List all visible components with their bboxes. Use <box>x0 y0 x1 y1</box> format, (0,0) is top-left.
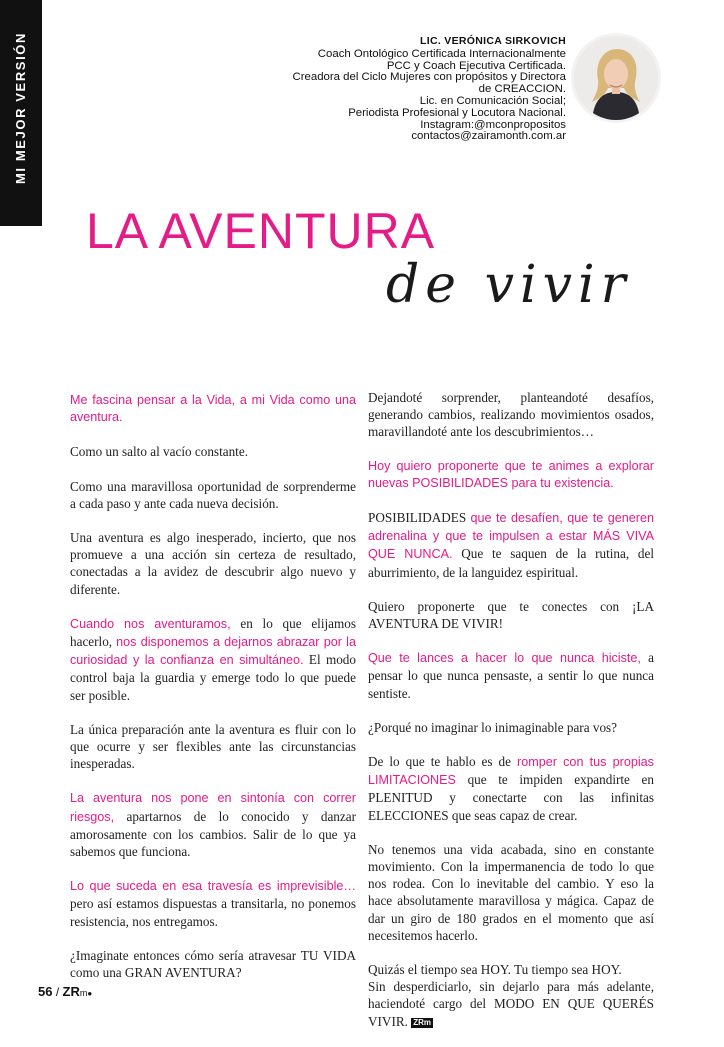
author-credential: Lic. en Comunicación Social; <box>419 94 566 107</box>
author-credential: Creadora del Ciclo Mujeres con propósitos y Directora <box>292 71 566 84</box>
article-paragraph: Quiero proponerte que te conectes con ¡LA AVENTURA DE VIVIR! <box>368 598 654 632</box>
author-name: LIC. VERÓNICA SIRKOVICH <box>420 35 566 47</box>
article-paragraph <box>368 978 654 1030</box>
highlight-text: Que te lances a hacer lo que nunca hiciste, <box>368 651 641 666</box>
article-paragraph: Hoy quiero proponerte que te animes a explorar nuevas POSIBILIDADES para tu existencia. <box>368 458 654 490</box>
highlight-text: que te desafíen, que te generen adrenalina y que te impulsen a estar MÁS VIVA QUE NUNCA. <box>368 511 654 562</box>
footer-separator: / <box>55 985 60 999</box>
article-paragraph: Me fascina pensar a la Vida, a mi Vida como una aventura. <box>70 393 356 425</box>
body-text: en lo que elijamos hacerlo, <box>70 615 356 650</box>
body-text: Sin desperdiciarlo, sin dejarlo para más adelante, haciendoté cargo del MODO EN QUE QUERÉS VIVIR. <box>368 979 654 1029</box>
section-band <box>0 0 42 226</box>
article-paragraph: Dejandoté sorprender, planteandoté desafíos, generando cambios, realizando movimientos osados, maravillandoté ante los descubrimientos… <box>368 390 654 440</box>
section-label: MI MEJOR VERSIÓN <box>13 32 28 185</box>
body-text: pero así estamos dispuestas a transitarla, no ponemos resistencia, nos entregamos. <box>70 896 356 929</box>
body-text: Que te saquen de la rutina, del aburrimiento, de la languidez espiritual. <box>368 546 654 580</box>
body-text: De lo que te hablo es de <box>368 754 518 770</box>
article-paragraph <box>70 877 356 930</box>
author-email: contactos@zairamonth.com.ar <box>411 130 566 143</box>
end-mark-icon: ZRm <box>413 1017 432 1027</box>
highlight-text: La aventura nos pone en sintonía con correr riesgos, <box>70 791 356 824</box>
article-paragraph: La única preparación ante la aventura es fluir con lo que ocurre y ser flexibles ante las circunstancias inesperadas. <box>70 721 356 772</box>
brand-logo-suffix: m <box>79 988 88 998</box>
highlight-text: Cuando nos aventuramos, <box>70 616 231 631</box>
article-title: LA AVENTURA <box>86 203 436 259</box>
article-paragraph <box>368 753 654 824</box>
article-paragraph <box>368 649 654 702</box>
author-credential: PCC y Coach Ejecutiva Certificada. <box>386 59 566 72</box>
body-text: apartarnos de lo conocido y danzar amorosamente con los cambios. Salir de lo que ya sabemos que funciona. <box>70 808 356 860</box>
body-text: POSIBILIDADES <box>368 510 471 526</box>
author-credential: Coach Ontológico Certificada Internacionalmente <box>317 47 566 60</box>
author-credential: Periodista Profesional y Locutora Nacional. <box>348 106 566 119</box>
author-instagram: Instagram:@mconpropositos <box>420 118 566 131</box>
article-paragraph <box>368 509 654 581</box>
article-paragraph: Como una maravillosa oportunidad de sorprenderme a cada paso y ante cada nueva decisión. <box>70 478 356 511</box>
article-paragraph <box>70 615 356 704</box>
body-text: que te impiden expandirte en PLENITUD y conectarte con las infinitas ELECCIONES que seas capaz de crear. <box>368 772 654 823</box>
article-paragraph: Como un salto al vacío constante. <box>70 444 248 460</box>
article-title-script: de vivir <box>386 255 632 315</box>
article-column-left <box>70 392 356 998</box>
author-avatar <box>574 36 658 120</box>
article-column-right <box>368 389 654 1047</box>
page-number: 56 <box>38 984 53 999</box>
article-paragraph: ¿Imaginate entonces cómo sería atravesar TU VIDA como una GRAN AVENTURA? <box>70 947 356 981</box>
author-credential: de CREACCION. <box>478 83 566 96</box>
author-block <box>246 36 566 143</box>
body-text: a pensar lo que nunca pensaste, a sentir lo que nunca sentiste. <box>368 650 654 701</box>
page-footer <box>38 984 92 999</box>
brand-logo: ZR <box>62 984 80 999</box>
author-portrait-icon <box>574 36 658 120</box>
article-paragraph: No tenemos una vida acabada, sino en constante movimiento. Con la impermanencia de todo lo que nos rodea. Con lo inevitable del cambio. Y eso la hace absolutamente maravillosa y mágica. Capaz de dar un giro de 180 grados en el momento que así necesitemos hacerlo. <box>368 841 654 943</box>
body-text: El modo control baja la guardia y emerge todo lo que puede ser posible. <box>70 652 356 703</box>
highlight-text: romper con tus propias LIMITACIONES <box>368 755 654 788</box>
article-paragraph: Una aventura es algo inesperado, incierto, que nos promueve a una acción sin certeza de resultado, conectadas a la avidez de descubrir algo nuevo y diferente. <box>70 530 356 597</box>
article-paragraph: Quizás el tiempo sea HOY. Tu tiempo sea HOY. <box>368 962 622 978</box>
brand-dot-icon: ● <box>87 989 93 998</box>
highlight-text: nos disponemos a dejarnos abrazar por la curiosidad y la confianza en simultáneo. <box>70 635 356 668</box>
highlight-text: Lo que suceda en esa travesía es imprevisible… <box>70 879 356 894</box>
article-paragraph <box>70 789 356 860</box>
article-paragraph: ¿Porqué no imaginar lo inimaginable para vos? <box>368 719 618 735</box>
